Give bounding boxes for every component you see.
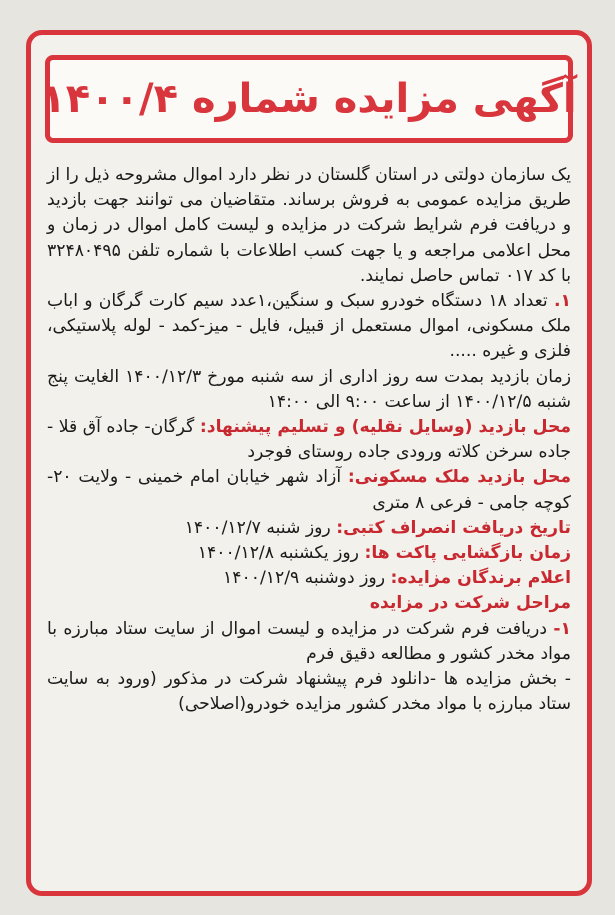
vehicle-visit-label: محل بازدید (وسایل نقلیه) و تسلیم پیشنهاد: bbox=[199, 417, 571, 438]
title-box bbox=[41, 55, 577, 143]
vehicle-visit-value: گرگان- جاده آق قلا - جاده سرخن کلاته ورودی جاده روستای فوجرد bbox=[47, 417, 571, 463]
item-1-text: تعداد ۱۸ دستگاه خودرو سبک و سنگین،۱عدد سیم کارت گرگان و اباب ملک مسکونی، اموال مستعمل از قبیل، فایل - میز-کمد - لوله پلاستیکی، فلزی و غیره ..... bbox=[47, 291, 571, 362]
stages-heading bbox=[47, 591, 571, 616]
notice-frame bbox=[26, 30, 592, 896]
opening-time-value: روز یکشنبه ۱۴۰۰/۱۲/۸ bbox=[197, 543, 359, 564]
item-1-number: ۱. bbox=[553, 291, 571, 312]
visit-time: زمان بازدید بمدت سه روز اداری از سه شنبه مورخ ۱۴۰۰/۱۲/۳ الغایت پنج شنبه ۱۴۰۰/۱۲/۵ از ساعت ۹:۰۰ الی ۱۴:۰۰ bbox=[47, 366, 571, 412]
stage-extra: - بخش مزایده ها -دانلود فرم پیشنهاد شرکت در مذکور (ورود به سایت ستاد مبارزه با مواد مخدر کشور مزایده خودرو(اصلاحی) bbox=[47, 669, 571, 715]
withdrawal-date-value: روز شنبه ۱۴۰۰/۱۲/۷ bbox=[184, 517, 331, 538]
winners-announcement bbox=[47, 566, 571, 591]
opening-time-label: زمان بازگشایی پاکت ها: bbox=[364, 543, 571, 564]
intro-paragraph: یک سازمان دولتی در استان گلستان در نظر دارد اموال مشروحه ذیل را از طریق مزایده عمومی به فروش برساند. متقاضیان می توانند جهت بازدید و دریافت فرم شرایط شرکت در مزایده و لیست کامل اموال در زمان و محل اعلامی مراجعه و یا جهت کسب اطلاعات با شماره تلفن ۳۲۴۸۰۴۹۵ با کد ۰۱۷ تماس حاصل نمایند. bbox=[47, 165, 571, 286]
winners-label: اعلام برندگان مزایده: bbox=[390, 568, 571, 589]
stage-1-number: ۱- bbox=[553, 618, 571, 639]
vehicle-visit-location bbox=[47, 415, 571, 465]
stage-1-text: دریافت فرم شرکت در مزایده و لیست اموال از سایت ستاد مبارزه با مواد مخدر کشور و مطالعه دقیق فرم bbox=[47, 618, 571, 664]
notice-title: آگهی مزایده شماره ۱۴۰۰/۴ bbox=[41, 76, 577, 122]
withdrawal-date-label: تاریخ دریافت انصراف کتبی: bbox=[336, 517, 571, 538]
notice-body bbox=[47, 163, 571, 717]
stage-1 bbox=[47, 617, 571, 667]
property-visit-label: محل بازدید ملک مسکونی: bbox=[347, 467, 571, 488]
stages-heading-text: مراحل شرکت در مزایده bbox=[369, 593, 571, 614]
winners-value: روز دوشنبه ۱۴۰۰/۱۲/۹ bbox=[223, 568, 385, 589]
property-visit-location bbox=[47, 465, 571, 515]
property-visit-value: آزاد شهر خیابان امام خمینی - ولایت ۲۰- کوچه جامی - فرعی ۸ متری bbox=[47, 467, 571, 513]
withdrawal-date bbox=[47, 516, 571, 541]
opening-time bbox=[47, 541, 571, 566]
item-1 bbox=[47, 289, 571, 365]
